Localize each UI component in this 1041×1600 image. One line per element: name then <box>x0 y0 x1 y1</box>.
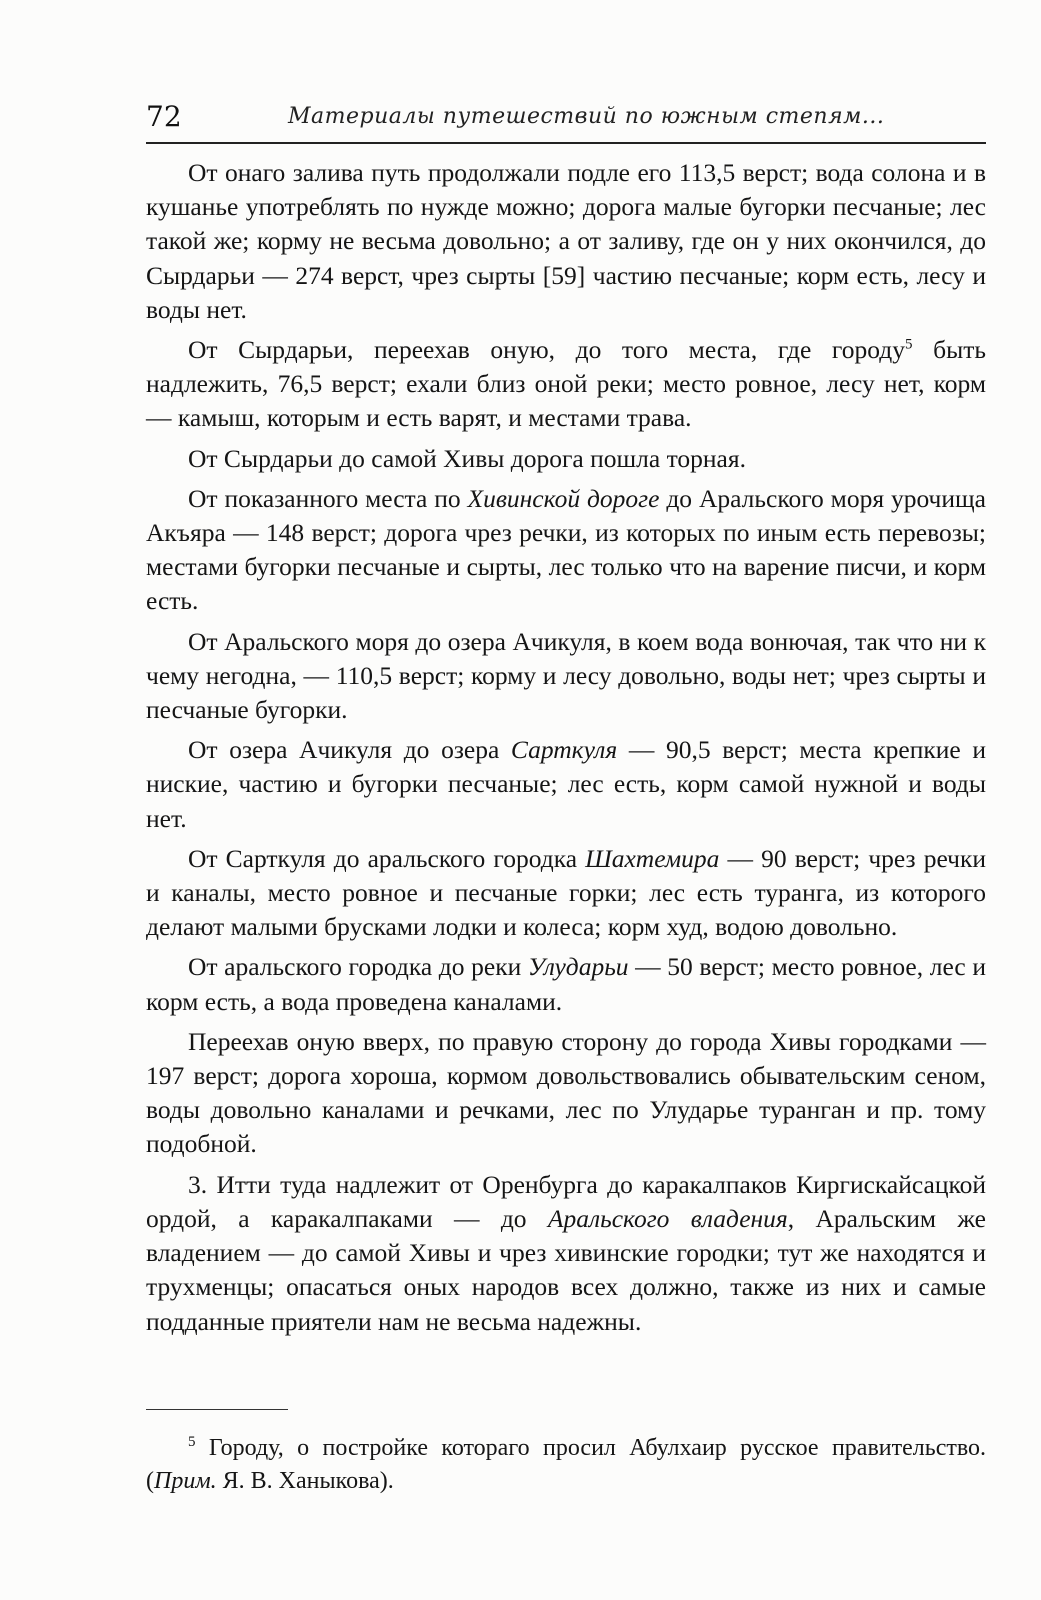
header-rule <box>146 142 986 144</box>
italic-text: Сарткуля <box>510 735 618 765</box>
italic-text: Шахтемира <box>585 843 720 873</box>
paragraph <box>146 1168 986 1339</box>
text-run: , Аральским же владением — до самой Хивы и чрез хивинские городки; тут же находятся и трухменцы; опасаться оных народов всех должно, также из них и самые подданные приятели нам не весьма надежны. <box>146 1203 987 1336</box>
text-run: быть надлежить, 76,5 верст; ехали близ оной реки; место ровное, лесу нет, корм — камыш, которым и есть варят, и местами трава. <box>146 335 986 433</box>
text-run: От аральского городка до реки <box>188 952 528 982</box>
paragraph <box>146 625 986 728</box>
text-run: 3. Итти туда надлежит от Оренбурга до каракалпаков Киргискайсацкой ордой, а каракалпаками — до <box>146 1169 986 1233</box>
paragraph <box>146 482 986 619</box>
italic-text: Прим. <box>154 1468 217 1494</box>
text-run: Городу, о постройке котораго просил Абулхаир русское правительство. ( <box>146 1435 986 1494</box>
text-run: От озера Ачикуля до озера <box>188 735 511 765</box>
text-run: От онаго залива путь продолжали подле его 113,5 верст; вода солона и в кушанье употреблять по нужде можно; дорога малые бугорки песчаные; лес такой же; корму не весьма довольно; а от заливу, где он у них окончился, до Сырдарьи — 274 верст, чрез сырты [59] частию песчаные; корм есть, лесу и воды нет. <box>146 158 986 324</box>
running-title: Материалы путешествий по южным степям... <box>288 104 885 129</box>
italic-text: Улударьи <box>527 952 629 982</box>
text-run: Я. В. Ханыкова). <box>216 1468 394 1494</box>
text-run: — 90,5 верст; места крепкие и ниские, частию и бугорки песчаные; лес есть, корм самой нужной и воды нет. <box>146 735 986 833</box>
text-run: до Аральского моря урочища Акъяра — 148 верст; дорога чрез речки, из которых по иным есть перевозы; местами бугорки песчаные и сырты, лес только что на варение писчи, и корм есть. <box>146 483 986 616</box>
paragraph <box>146 733 986 836</box>
footnote <box>146 1432 986 1498</box>
paragraph <box>146 950 986 1018</box>
footnote-marker: 5 <box>905 336 913 353</box>
paragraph <box>146 842 986 945</box>
text-run: — 50 верст; место ровное, лес и корм есть, а вода проведена каналами. <box>146 952 986 1016</box>
page-header <box>146 98 986 138</box>
body-text <box>146 156 986 1345</box>
text-run: От показанного места по <box>188 483 468 513</box>
text-run: От Сырдарьи до самой Хивы дорога пошла торная. <box>188 443 746 473</box>
text-run: От Сырдарьи, переехав оную, до того места, где городу <box>188 335 905 365</box>
text-run: От Сарткуля до аральского городка <box>188 843 586 873</box>
paragraph <box>146 442 986 476</box>
italic-text: Хивинской дороге <box>467 483 660 513</box>
footnote-rule <box>146 1409 288 1410</box>
text-run: Переехав оную вверх, по правую сторону до города Хивы городками — 197 верст; дорога хороша, кормом довольствовались обывательским сеном, воды довольно каналами и речками, лес по Улударье туранган и пр. тому подобной. <box>146 1026 986 1159</box>
text-run: От Аральского моря до озера Ачикуля, в коем вода вонючая, так что ни к чему негодна, — 110,5 верст; корму и лесу довольно, воды нет; чрез сырты и песчаные бугорки. <box>146 626 986 725</box>
paragraph <box>146 333 986 436</box>
page-number: 72 <box>146 100 182 133</box>
text-run: — 90 верст; чрез речки и каналы, место ровное и песчаные горки; лес есть туранга, из которого делают малыми брусками лодки и колеса; корм худ, водою довольно. <box>146 843 986 942</box>
footnote-marker: 5 <box>188 1434 196 1450</box>
paragraph <box>146 156 986 327</box>
paragraph <box>146 1025 986 1162</box>
italic-text: Аральского владения <box>547 1203 788 1233</box>
